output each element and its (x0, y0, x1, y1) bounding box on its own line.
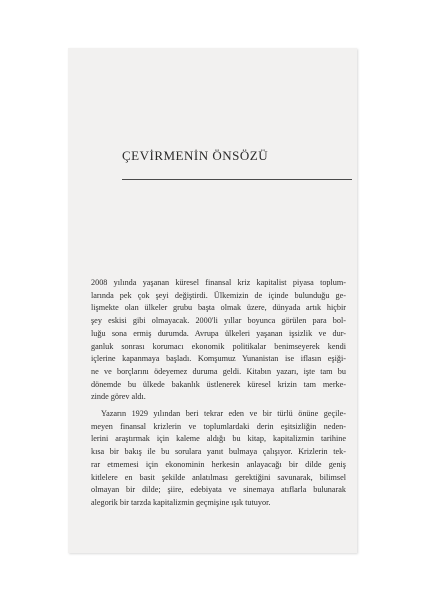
text-line: rar etmemesi için ekonominin herkesin anlayacağı bir dilde geniş (91, 459, 346, 469)
text-line: meyen finansal krizlerin ve toplumlardaki derin eşitsizliğin neden- (91, 421, 346, 431)
text-line: kısa bir bakış ile bu sorulara yanıt bulmaya çalışıyor. Krizlerin tek- (91, 447, 346, 457)
paragraph-1 (91, 277, 346, 404)
title-underline (122, 179, 352, 180)
text-line: larında pek çok şeyi değiştirdi. Ülkemizin de içinde bulunduğu ge- (91, 290, 346, 300)
text-line: zinde görev aldı. (91, 392, 146, 402)
text-line: şey eskisi gibi olmayacak. 2000'li yıllar boyunca görülen para bol- (91, 316, 346, 326)
paragraph-2 (91, 408, 346, 510)
text-line: içlerine kapanmaya başladı. Komşumuz Yunanistan ise iflasın eşiği- (91, 354, 346, 364)
text-line: olmayan bir dilde; şiire, edebiyata ve sinemaya atıflarla bulunarak (91, 485, 346, 495)
text-line: ganluk sonrası korumacı ekonomik politikalar benimseyerek kendi (91, 341, 346, 351)
text-line: 2008 yılında yaşanan küresel finansal kriz kapitalist piyasa toplum- (91, 278, 346, 287)
text-line: dönemde bu ülkede bakanlık üstlenerek küresel krizin tam merke- (91, 379, 346, 389)
body-text (91, 277, 346, 510)
text-line: kitlelere en basit şekilde anlatılması gerektiğini savunarak, bilimsel (91, 472, 346, 482)
text-line: alegorik bir tarzda kapitalizmin geçmişine ışık tutuyor. (91, 497, 271, 507)
text-line: Yazarın 1929 yılından beri tekrar eden ve bir türlü önüne geçile- (101, 409, 346, 419)
text-line: lerini araştırmak için kaleme aldığı bu kitap, kapitalizmin tarihine (91, 434, 346, 444)
book-page (68, 48, 357, 553)
text-line: ne ve borçlarını ödeyemez duruma geldi. Kitabın yazarı, işte tam bu (91, 366, 346, 376)
text-line: luğu sona ermiş durumda. Avrupa ülkeleri yaşanan işsizlik ve dur- (91, 328, 346, 338)
chapter-title: ÇEVİRMENİN ÖNSÖZÜ (122, 148, 269, 163)
text-line: lişmekte olan ülkeler grubu başta olmak üzere, dünyada artık hiçbir (91, 303, 346, 313)
